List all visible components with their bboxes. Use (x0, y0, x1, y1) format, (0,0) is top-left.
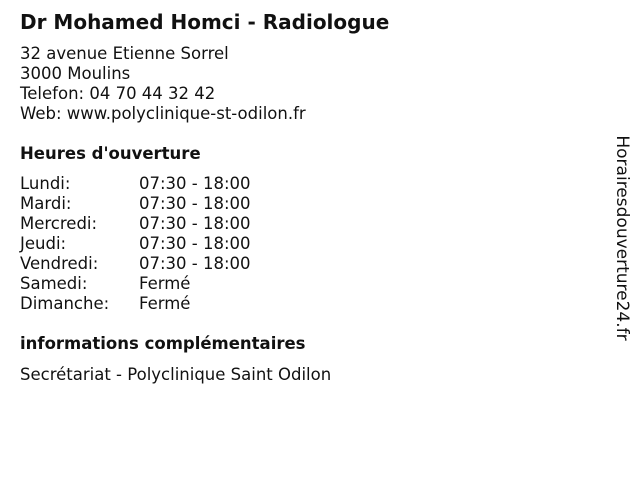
time-value: 07:30 - 18:00 (139, 174, 251, 193)
day-label: Samedi: (20, 274, 88, 293)
day-label: Jeudi: (20, 234, 67, 253)
additional-info-text: Secrétariat - Polyclinique Saint Odilon (20, 365, 332, 384)
phone-number: Telefon: 04 70 44 32 42 (20, 84, 216, 103)
page-title: Dr Mohamed Homci - Radiologue (20, 10, 390, 34)
address-block (20, 44, 306, 124)
time-value: 07:30 - 18:00 (139, 194, 251, 213)
street-address: 32 avenue Etienne Sorrel (20, 44, 229, 63)
additional-info-heading: informations complémentaires (20, 334, 306, 353)
day-label: Mercredi: (20, 214, 98, 233)
side-brand-label: Horairesdouverture24.fr (612, 135, 632, 341)
time-value: 07:30 - 18:00 (139, 234, 251, 253)
time-value: Fermé (139, 274, 191, 293)
time-value: 07:30 - 18:00 (139, 254, 251, 273)
time-value: 07:30 - 18:00 (139, 214, 251, 233)
day-label: Dimanche: (20, 294, 110, 313)
day-label: Vendredi: (20, 254, 99, 273)
day-label: Mardi: (20, 194, 72, 213)
opening-hours-heading: Heures d'ouverture (20, 144, 201, 163)
city: 3000 Moulins (20, 64, 131, 83)
website: Web: www.polyclinique-st-odilon.fr (20, 104, 306, 123)
day-label: Lundi: (20, 174, 71, 193)
time-value: Fermé (139, 294, 191, 313)
